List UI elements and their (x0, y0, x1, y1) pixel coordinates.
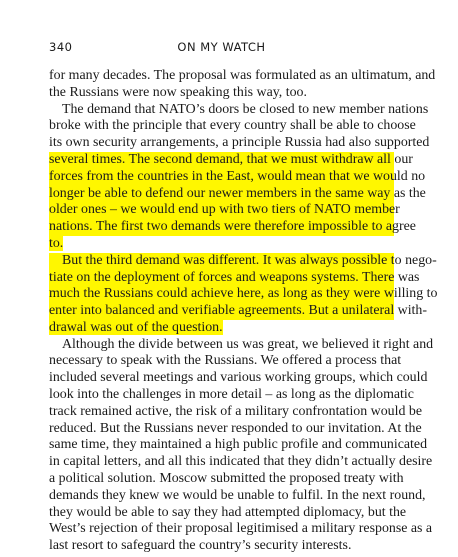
body-line: demands they knew we would be unable to fulfil. In the next round, (49, 487, 426, 503)
highlighted-body-line: drawal was out of the question. (49, 319, 223, 335)
highlighted-body-line: older ones – we would end up with two tiers of NATO member (49, 202, 400, 218)
highlighted-body-line: longer be able to defend our newer members in the same way as the (49, 185, 426, 201)
body-line: track remained active, the risk of a military confrontation would be (49, 403, 422, 419)
body-line: same time, they maintained a high public profile and communicated (49, 437, 428, 453)
body-line: The demand that NATO’s doors be closed to new member nations (62, 101, 429, 117)
body-line: broke with the principle that every country shall be able to choose (49, 118, 416, 134)
highlighted-body-line: much the Russians could achieve here, as long as they were willing to (49, 286, 438, 302)
highlighted-body-line: enter into balanced and verifiable agreements. But a unilateral with- (49, 303, 427, 319)
body-line: its own security arrangements, a principle Russia had also supported (49, 135, 430, 151)
body-line: the Russians were now speaking this way, too. (49, 84, 307, 100)
body-line: Although the divide between us was great, we believed it right and (62, 336, 434, 352)
highlighted-body-line: nations. The first two demands were therefore impossible to agree (49, 219, 416, 235)
running-title: ON MY WATCH (177, 40, 266, 54)
highlighted-body-line: forces from the countries in the East, would mean that we would no (49, 168, 426, 184)
body-line: reduced. But the Russians never responded to our invitation. At the (49, 420, 422, 436)
body-line: last resort to safeguard the country’s security interests. (49, 538, 352, 554)
highlighted-body-line: to. (49, 235, 64, 251)
body-line: West’s rejection of their proposal legitimised a military response as a (49, 521, 433, 537)
body-line: they would be able to say they had attempted diplomacy, but the (49, 504, 407, 520)
body-line: in capital letters, and all this indicated that they didn’t actually desire (49, 454, 433, 470)
body-line: necessary to speak with the Russians. We offered a process that (49, 353, 402, 369)
body-line: look into the challenges in more detail – as long as the diplomatic (49, 387, 414, 403)
body-line: included several meetings and various working groups, which could (49, 370, 428, 386)
body-line: a political solution. Moscow submitted the proposed treaty with (49, 471, 404, 487)
highlighted-body-line: several times. The second demand, that we must withdraw all our (49, 151, 413, 167)
page-header (49, 40, 394, 56)
highlighted-body-line: tiate on the deployment of forces and weapons systems. There was (49, 269, 420, 285)
body-line: for many decades. The proposal was formulated as an ultimatum, and (49, 68, 436, 83)
page-number: 340 (49, 40, 73, 54)
highlighted-body-line: But the third demand was different. It was always possible to nego- (49, 253, 394, 270)
